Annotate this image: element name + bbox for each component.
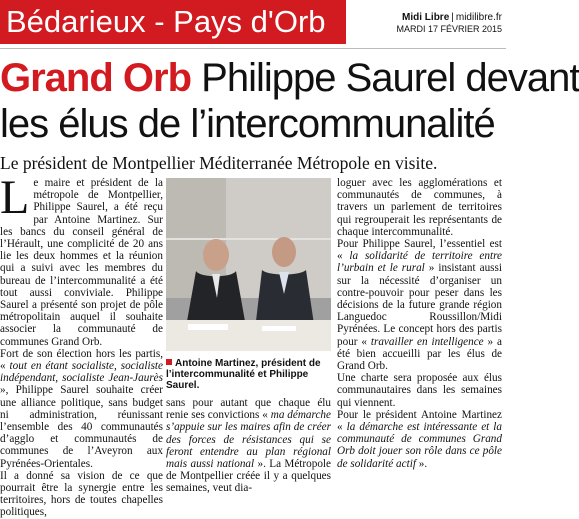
drop-cap: L <box>0 171 30 224</box>
caption-bullet-icon <box>166 359 172 365</box>
headline-kicker: Grand Orb <box>0 56 192 100</box>
article-text: ». <box>415 457 428 470</box>
photo-caption <box>166 358 331 391</box>
article-quote: la démarche est intéressante et la communauté de communes Grand Orb doit jouer son rôle dans ce pôle de solidarité actif <box>337 421 503 470</box>
standfirst: Le président de Montpellier Méditerranée Métropole en visite. <box>0 153 438 173</box>
publication-line <box>396 12 502 23</box>
article-text: e maire et président de la métropole de Montpellier, Philippe Saurel, a été reçu par Antoine Martinez. Sur les bancs du conseil général de l’Hérault, une complicité de 20 ans lie les deux hommes et la réunion qui a suivi avec les membres du bureau de l’intercommunalité a été tout aussi conviviale. Philippe Saurel a présenté son projet de pôle métropolitain auquel il souhaite associer la communauté de communes Grand Orb. <box>0 177 163 348</box>
article-paragraph <box>337 409 502 470</box>
article-text: Pour Philippe Saurel, l’essentiel est « <box>337 238 502 263</box>
article-column-1 <box>0 171 163 519</box>
article-column-2 <box>166 397 331 495</box>
section-title: Bédarieux - Pays d'Orb <box>6 4 326 39</box>
article-paragraph: loguer avec les agglomérations et communautés de communes, à travers un parlement de territoires qui regrouperait les représentants de chaque intercommunalité. <box>337 177 502 238</box>
article-paragraph: Il a donné sa vision de ce que pourrait être la synergie entre les territoires, hors de toutes chapelles politiques, <box>0 469 163 519</box>
article-column-3 <box>337 177 503 470</box>
header-divider <box>0 48 506 49</box>
article-quote: la solidarité de territoire entre l’urbain et le rural <box>337 250 503 275</box>
article-text: sans pour autant que chaque élu renie ses convictions « <box>166 397 331 422</box>
article-text: Pour le président Antoine Martinez « <box>337 408 502 434</box>
headline <box>0 55 579 147</box>
section-banner <box>0 0 346 44</box>
publication-website: midilibre.fr <box>455 12 502 23</box>
article-paragraph <box>0 348 163 470</box>
headline-line-2: les élus de l’intercommunalité <box>0 102 495 146</box>
article-paragraph <box>337 238 502 372</box>
article-quote: ma démarche s’appuie sur les maires afin de créer des forces de résistances qui se feront entendre au plan régional mais aussi national <box>166 409 331 471</box>
publication-date: MARDI 17 FÉVRIER 2015 <box>396 24 502 34</box>
article-text: » insistant aussi sur la nécessité d’organiser un contre-pouvoir pour peser dans les décisions de la future grande région Languedoc Roussillon/Midi Pyrénées. Le concept hors des partis pour « <box>337 262 502 348</box>
article-text: Fort de son élection hors les partis, « <box>0 347 163 373</box>
caption-text: Antoine Martinez, président de l’intercommunalité et Philippe Saurel. <box>166 358 321 391</box>
article-paragraph: Une charte sera proposée aux élus communautaires dans les semaines qui viennent. <box>337 372 502 409</box>
article-paragraph <box>0 171 163 348</box>
article-text: » a été bien accueilli par les élus de Grand Orb. <box>337 335 502 373</box>
article-photo <box>166 178 331 351</box>
masthead <box>396 12 502 34</box>
photo-illustration <box>166 178 331 351</box>
masthead-separator: | <box>451 12 454 23</box>
article-text: ». La Métropole de Montpellier créée il y a quelques semaines, veut dia- <box>166 458 331 495</box>
article-paragraph <box>166 397 331 495</box>
headline-line-1 <box>0 55 579 101</box>
publication-name: Midi Libre <box>402 12 450 23</box>
headline-text-1: Philippe Saurel devant <box>201 56 579 100</box>
article-text: », Philippe Saurel souhaite créer une alliance politique, sans budget ni administration, réunissant l’ensemble des 40 communautés d’agglo et communautés de communes de l’Aveyron aux Pyrénées-Orientales. <box>0 384 163 470</box>
article-quote: tout en étant socialiste, socialiste indépendant, socialiste Jean-Jaurès <box>0 360 163 385</box>
article-quote: travailler en intelligence <box>370 335 484 348</box>
